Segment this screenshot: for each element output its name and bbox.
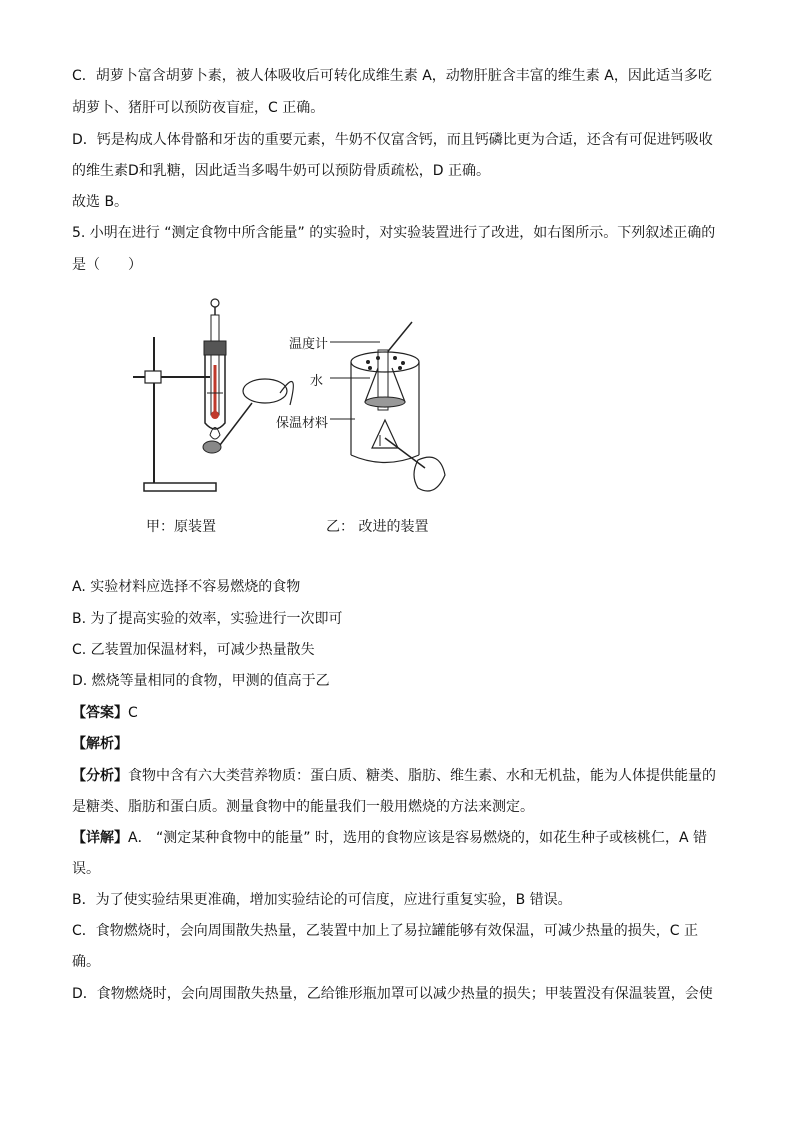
- detail-a-text: A． “测定某种食物中的能量” 时，选用的食物应该是容易燃烧的，如花生种子或核桃仁，A 错: [128, 830, 708, 846]
- option-c-line-1: C．胡萝卜富含胡萝卜素，被人体吸收后可转化成维生素 A，动物肝脏含丰富的维生素 A，因此适当多吃: [72, 68, 712, 84]
- option-d: D. 燃烧等量相同的食物，甲测的值高于乙: [72, 673, 330, 689]
- question-5-line-2: 是（ ）: [72, 257, 142, 273]
- question-5-line-1: 5. 小明在进行 “测定食物中所含能量” 的实验时，对实验装置进行了改进，如右图所示。下列叙述正确的: [72, 225, 716, 241]
- caption-improved-apparatus: 乙： 改进的装置: [326, 519, 429, 535]
- detail-label: 【详解】: [72, 830, 128, 846]
- answer-line: [72, 703, 138, 723]
- detail-a-line-1: [72, 828, 707, 848]
- apparatus-jia-figure: [130, 295, 300, 500]
- caption-original-apparatus: 甲：原装置: [146, 519, 216, 535]
- annotation-leaders: [330, 335, 390, 455]
- analysis-fenxi-text: 食物中含有六大类营养物质：蛋白质、糖类、脂肪、维生素、水和无机盐，能为人体提供能量的: [128, 768, 716, 784]
- detail-a-line-2: 误。: [72, 861, 100, 877]
- option-c-line-2: 胡萝卜、猪肝可以预防夜盲症，C 正确。: [72, 100, 325, 116]
- detail-d-line-1: D．食物燃烧时，会向周围散失热量，乙给锥形瓶加罩可以减少热量的损失；甲装置没有保温装置，会使: [72, 986, 713, 1002]
- option-d-line-2: 的维生素D和乳糖，因此适当多喝牛奶可以预防骨质疏松，D 正确。: [72, 163, 491, 179]
- detail-c-line-1: C．食物燃烧时，会向周围散失热量，乙装置中加上了易拉罐能够有效保温，可减少热量的损失，C 正: [72, 923, 698, 939]
- analysis-fenxi-line-1: [72, 766, 716, 786]
- label-insulation: 保温材料: [276, 416, 329, 431]
- answer-label: 【答案】: [72, 705, 128, 721]
- answer-value: C: [128, 705, 138, 721]
- analysis-fenxi-line-2: 是糖类、脂肪和蛋白质。测量食物中的能量我们一般用燃烧的方法来测定。: [72, 799, 534, 815]
- option-d-line-1: D．钙是构成人体骨骼和牙齿的重要元素，牛奶不仅富含钙，而且钙磷比更为合适，还含有可促进钙吸收: [72, 132, 713, 148]
- analysis-fenxi-label: 【分析】: [72, 768, 128, 784]
- option-c: C. 乙装置加保温材料，可减少热量散失: [72, 642, 315, 658]
- label-thermometer: 温度计: [289, 337, 329, 352]
- detail-b: B．为了使实验结果更准确，增加实验结论的可信度，应进行重复实验，B 错误。: [72, 892, 572, 908]
- option-b: B. 为了提高实验的效率，实验进行一次即可: [72, 611, 343, 627]
- choose-answer: 故选 B。: [72, 194, 129, 210]
- analysis-title: 【解析】: [72, 736, 128, 752]
- label-water: 水: [310, 374, 324, 389]
- detail-c-line-2: 确。: [72, 954, 100, 970]
- option-a: A. 实验材料应选择不容易燃烧的食物: [72, 579, 301, 595]
